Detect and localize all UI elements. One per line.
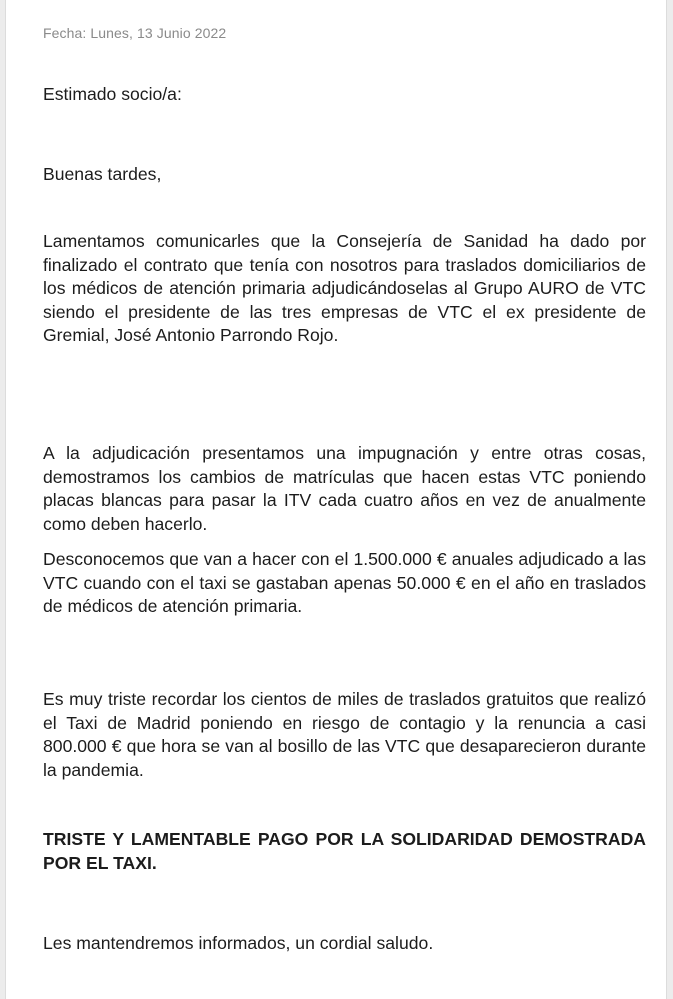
paragraph-budget: Desconocemos que van a hacer con el 1.500.000 € anuales adjudicado a las VTC cuando con el taxi se gastaban apenas 50.000 € en el año en traslados de médicos de atención primaria.	[43, 549, 646, 616]
letter-page	[5, 0, 667, 999]
paragraph-pandemic: Es muy triste recordar los cientos de miles de traslados gratuitos que realizó el Taxi de Madrid poniendo en riesgo de contagio y la renuncia a casi 800.000 € que hora se van al bosillo de las VTC que desaparecieron durante la pandemia.	[43, 689, 646, 780]
letter-greeting: Estimado socio/a:	[43, 84, 182, 104]
letter-salutation: Buenas tardes,	[43, 164, 162, 184]
letter-farewell: Les mantendremos informados, un cordial saludo.	[43, 933, 434, 953]
letter-date: Fecha: Lunes, 13 Junio 2022	[43, 25, 227, 41]
paragraph-contract-ended: Lamentamos comunicarles que la Consejería de Sanidad ha dado por finalizado el contrato que tenía con nosotros para traslados domiciliarios de los médicos de atención primaria adjudicándoselas al Grupo AURO de VTC siendo el presidente de las tres empresas de VTC el ex presidente de Gremial, José Antonio Parrondo Rojo.	[43, 231, 646, 345]
paragraph-appeal: A la adjudicación presentamos una impugnación y entre otras cosas, demostramos los cambios de matrículas que hacen estas VTC poniendo placas blancas para pasar la ITV cada cuatro años en vez de anualmente como deben hacerlo.	[43, 443, 646, 534]
emphasis-statement: TRISTE Y LAMENTABLE PAGO POR LA SOLIDARIDAD DEMOSTRADA POR EL TAXI.	[43, 829, 646, 873]
